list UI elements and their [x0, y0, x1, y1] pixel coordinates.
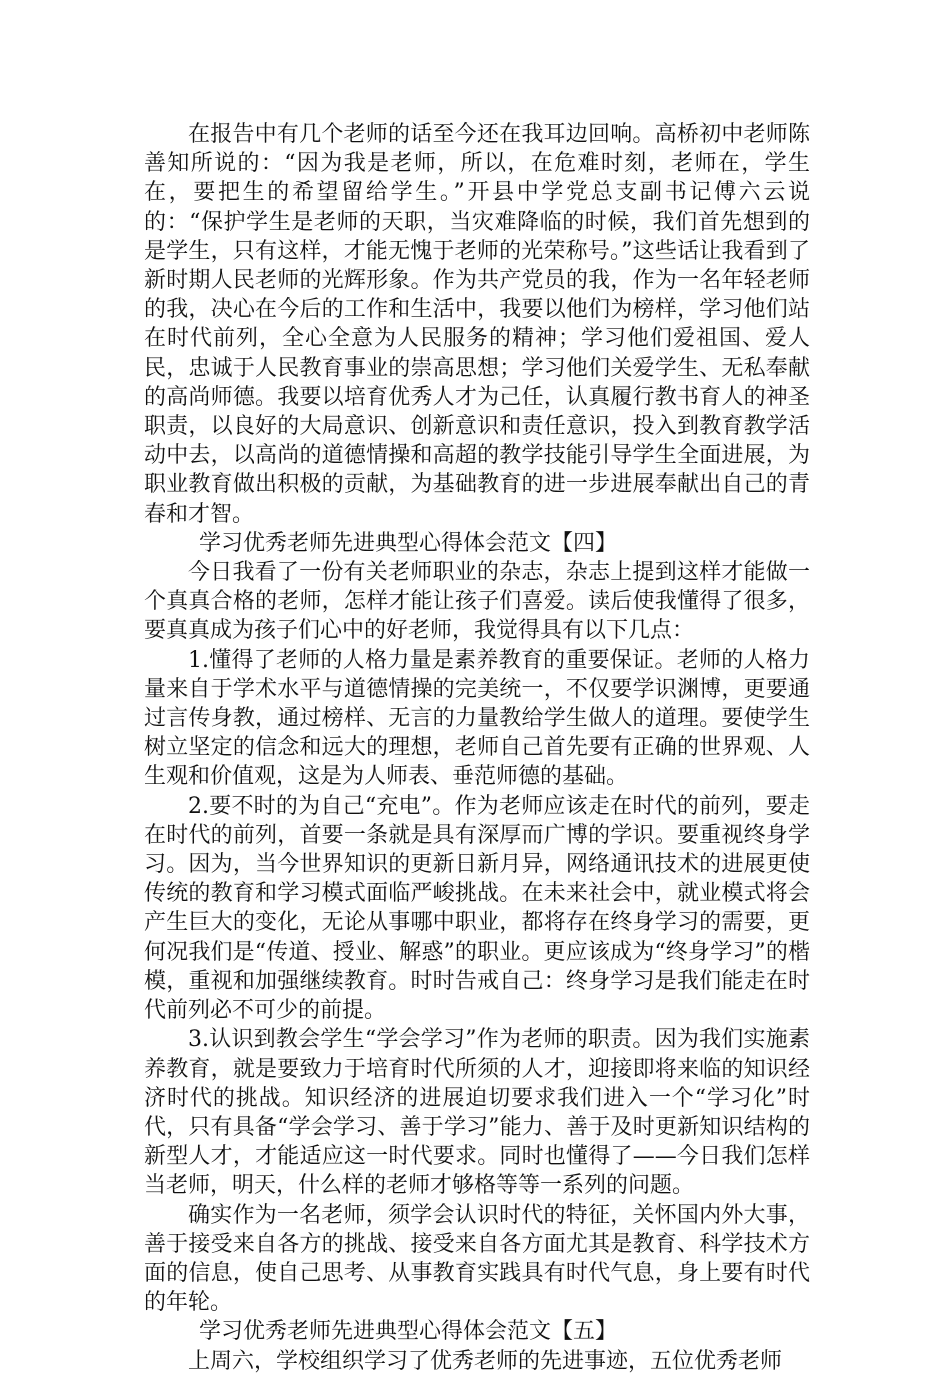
document-body: [144, 120, 810, 1376]
paragraph-conclusion: 确实作为一名老师，须学会认识时代的特征，关怀国内外大事，善于接受来自各方的挑战、接受来自各方面尤其是教育、科学技术方面的信息，使自己思考、从事教育实践具有时代气息，身上要有时代的年轮。: [144, 1202, 810, 1316]
paragraph-teacher-quotes: 在报告中有几个老师的话至今还在我耳边回响。高桥初中老师陈善知所说的：“因为我是老师，所以，在危难时刻，老师在，学生在，要把生的希望留给学生。”开县中学党总支副书记傅六云说的：“保护学生是老师的天职，当灾难降临的时候，我们首先想到的是学生，只有这样，才能无愧于老师的光荣称号。”这些话让我看到了新时期人民老师的光辉形象。作为共产党员的我，作为一名年轻老师的我，决心在今后的工作和生活中，我要以他们为榜样，学习他们站在时代前列，全心全意为人民服务的精神；学习他们爱祖国、爱人民，忠诚于人民教育事业的崇高思想；学习他们关爱学生、无私奉献的高尚师德。我要以培育优秀人才为己任，认真履行教书育人的神圣职责，以良好的大局意识、创新意识和责任意识，投入到教育教学活动中去，以高尚的道德情操和高超的教学技能引导学生全面进展，为职业教育做出积极的贡献，为基础教育的进一步进展奉献出自己的青春和才智。: [144, 122, 810, 527]
section-heading-five: 学习优秀老师先进典型心得体会范文【五】: [199, 1319, 618, 1345]
paragraph-magazine-intro: 今日我看了一份有关老师职业的杂志，杂志上提到这样才能做一个真真合格的老师，怎样才能让孩子们喜爱。读后使我懂得了很多，要真真成为孩子们心中的好老师，我觉得具有以下几点：: [144, 560, 810, 644]
section-heading-four: 学习优秀老师先进典型心得体会范文【四】: [199, 530, 618, 556]
paragraph-point-1: 1.懂得了老师的人格力量是素养教育的重要保证。老师的人格力量来自于学术水平与道德情操的完美统一，不仅要学识渊博，更要通过言传身教，通过榜样、无言的力量教给学生做人的道理。要使学生树立坚定的信念和远大的理想，老师自己首先要有正确的世界观、人生观和价值观，这是为人师表、垂范师德的基础。: [144, 647, 810, 790]
paragraph-point-3: 3.认识到教会学生“学会学习”作为老师的职责。因为我们实施素养教育，就是要致力于培育时代所须的人才，迎接即将来临的知识经济时代的挑战。知识经济的进展迫切要求我们进入一个“学习化”时代，只有具备“学会学习、善于学习”能力、善于及时更新知识结构的新型人才，才能适应这一时代要求。同时也懂得了——今日我们怎样当老师，明天，什么样的老师才够格等等一系列的问题。: [144, 1027, 810, 1199]
paragraph-point-2: 2.要不时的为自己“充电”。作为老师应该走在时代的前列，要走在时代的前列，首要一条就是具有深厚而广博的学识。要重视终身学习。因为，当今世界知识的更新日新月异，网络通讯技术的进展更使传统的教育和学习模式面临严峻挑战。在未来社会中，就业模式将会产生巨大的变化，无论从事哪中职业，都将存在终身学习的需要，更何况我们是“传道、授业、解惑”的职业。更应该成为“终身学习”的楷模，重视和加强继续教育。时时告戒自己：终身学习是我们能走在时代前列必不可少的前提。: [144, 793, 810, 1024]
paragraph-saturday-study: 上周六，学校组织学习了优秀老师的先进事迹，五位优秀老师: [188, 1348, 783, 1374]
